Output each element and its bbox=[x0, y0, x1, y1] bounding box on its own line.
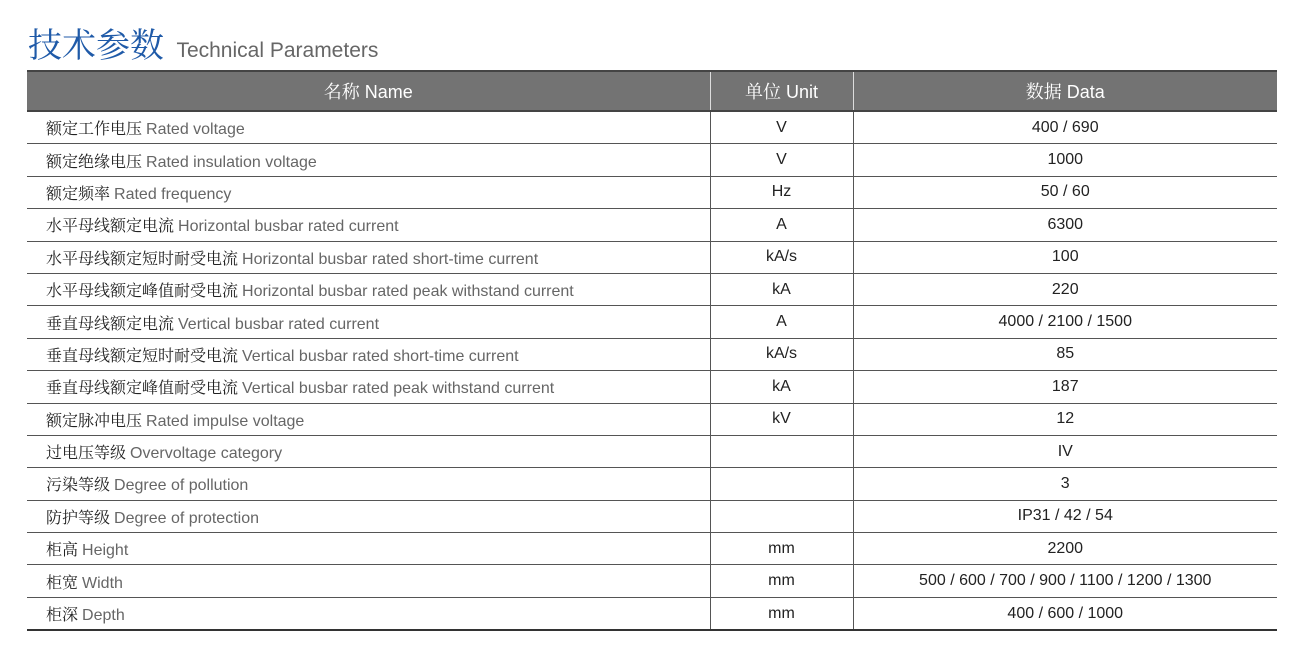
param-unit: mm bbox=[710, 565, 853, 597]
param-unit bbox=[710, 468, 853, 500]
param-name bbox=[27, 403, 710, 435]
param-name-en: Rated impulse voltage bbox=[146, 412, 305, 430]
param-name-en: Rated insulation voltage bbox=[146, 153, 317, 171]
param-unit: V bbox=[710, 111, 853, 144]
param-name-en: Horizontal busbar rated current bbox=[178, 218, 399, 236]
param-name-en: Width bbox=[82, 574, 123, 592]
param-value: 6300 bbox=[853, 209, 1277, 241]
param-name bbox=[27, 597, 710, 630]
param-name bbox=[27, 500, 710, 532]
header-name: 名称 Name bbox=[27, 71, 710, 111]
param-value: 187 bbox=[853, 371, 1277, 403]
param-name-en: Vertical busbar rated short-time current bbox=[242, 347, 519, 365]
table-row bbox=[27, 176, 1277, 208]
param-name-en: Horizontal busbar rated peak withstand current bbox=[242, 283, 574, 301]
table-row bbox=[27, 338, 1277, 370]
table-row bbox=[27, 209, 1277, 241]
param-name-cn: 水平母线额定短时耐受电流 bbox=[46, 250, 239, 268]
param-name-en: Degree of protection bbox=[114, 509, 259, 527]
param-name-cn: 防护等级 bbox=[46, 509, 111, 527]
table-row bbox=[27, 597, 1277, 630]
param-name-cn: 垂直母线额定峰值耐受电流 bbox=[46, 380, 239, 398]
param-unit: mm bbox=[710, 597, 853, 630]
param-value: IP31 / 42 / 54 bbox=[853, 500, 1277, 532]
param-name-cn: 柜深 bbox=[46, 607, 79, 625]
param-name-en: Overvoltage category bbox=[130, 445, 283, 463]
param-value: 50 / 60 bbox=[853, 176, 1277, 208]
param-name bbox=[27, 144, 710, 176]
param-unit: V bbox=[710, 144, 853, 176]
table-row bbox=[27, 306, 1277, 338]
param-name bbox=[27, 111, 710, 144]
param-name bbox=[27, 468, 710, 500]
param-name bbox=[27, 371, 710, 403]
param-name bbox=[27, 176, 710, 208]
parameters-table bbox=[27, 70, 1277, 631]
param-name-en: Depth bbox=[82, 607, 125, 625]
param-name-en: Vertical busbar rated peak withstand current bbox=[242, 380, 555, 398]
param-value: 12 bbox=[853, 403, 1277, 435]
param-unit: Hz bbox=[710, 176, 853, 208]
param-name bbox=[27, 209, 710, 241]
param-name bbox=[27, 306, 710, 338]
param-name-cn: 垂直母线额定短时耐受电流 bbox=[46, 347, 239, 365]
param-name-en: Rated voltage bbox=[146, 121, 245, 139]
param-name bbox=[27, 273, 710, 305]
param-unit: kV bbox=[710, 403, 853, 435]
param-unit: A bbox=[710, 306, 853, 338]
title-english: Technical Parameters bbox=[176, 39, 379, 62]
header-unit: 单位 Unit bbox=[710, 71, 853, 111]
param-name-cn: 柜宽 bbox=[46, 574, 79, 592]
param-value: 100 bbox=[853, 241, 1277, 273]
param-name-en: Horizontal busbar rated short-time current bbox=[242, 250, 539, 268]
table-row bbox=[27, 144, 1277, 176]
param-name-cn: 垂直母线额定电流 bbox=[46, 315, 175, 333]
param-value: 4000 / 2100 / 1500 bbox=[853, 306, 1277, 338]
param-unit: A bbox=[710, 209, 853, 241]
param-unit: kA bbox=[710, 273, 853, 305]
table-row bbox=[27, 111, 1277, 144]
param-name bbox=[27, 565, 710, 597]
param-value: 220 bbox=[853, 273, 1277, 305]
param-unit: kA bbox=[710, 371, 853, 403]
table-row bbox=[27, 565, 1277, 597]
param-value: 3 bbox=[853, 468, 1277, 500]
param-name-cn: 水平母线额定电流 bbox=[46, 218, 175, 236]
table-row bbox=[27, 241, 1277, 273]
param-unit bbox=[710, 435, 853, 467]
table-row bbox=[27, 403, 1277, 435]
page-title bbox=[28, 18, 378, 67]
table-header-row bbox=[27, 71, 1277, 111]
param-name bbox=[27, 241, 710, 273]
table-row bbox=[27, 500, 1277, 532]
param-value: 2200 bbox=[853, 533, 1277, 565]
table-row bbox=[27, 533, 1277, 565]
table-row bbox=[27, 468, 1277, 500]
param-unit bbox=[710, 500, 853, 532]
param-name bbox=[27, 338, 710, 370]
param-name-en: Vertical busbar rated current bbox=[178, 315, 380, 333]
param-value: 400 / 600 / 1000 bbox=[853, 597, 1277, 630]
param-name-cn: 柜高 bbox=[46, 542, 79, 560]
param-value: 400 / 690 bbox=[853, 111, 1277, 144]
param-name-cn: 过电压等级 bbox=[46, 445, 127, 463]
param-name-cn: 额定工作电压 bbox=[46, 121, 143, 139]
param-name-cn: 额定绝缘电压 bbox=[46, 153, 143, 171]
param-unit: kA/s bbox=[710, 241, 853, 273]
param-name-cn: 污染等级 bbox=[46, 477, 111, 495]
param-value: 500 / 600 / 700 / 900 / 1100 / 1200 / 1300 bbox=[853, 565, 1277, 597]
header-data: 数据 Data bbox=[853, 71, 1277, 111]
param-name-cn: 额定脉冲电压 bbox=[46, 412, 143, 430]
param-value: 1000 bbox=[853, 144, 1277, 176]
table-row bbox=[27, 435, 1277, 467]
param-name-en: Degree of pollution bbox=[114, 477, 249, 495]
param-name-en: Rated frequency bbox=[114, 185, 232, 203]
param-name-cn: 额定频率 bbox=[46, 185, 111, 203]
param-name-cn: 水平母线额定峰值耐受电流 bbox=[46, 283, 239, 301]
param-unit: kA/s bbox=[710, 338, 853, 370]
table-row bbox=[27, 273, 1277, 305]
param-name bbox=[27, 435, 710, 467]
param-value: IV bbox=[853, 435, 1277, 467]
param-name-en: Height bbox=[82, 542, 129, 560]
param-name bbox=[27, 533, 710, 565]
table-row bbox=[27, 371, 1277, 403]
param-unit: mm bbox=[710, 533, 853, 565]
param-value: 85 bbox=[853, 338, 1277, 370]
title-chinese: 技术参数 bbox=[28, 26, 164, 66]
